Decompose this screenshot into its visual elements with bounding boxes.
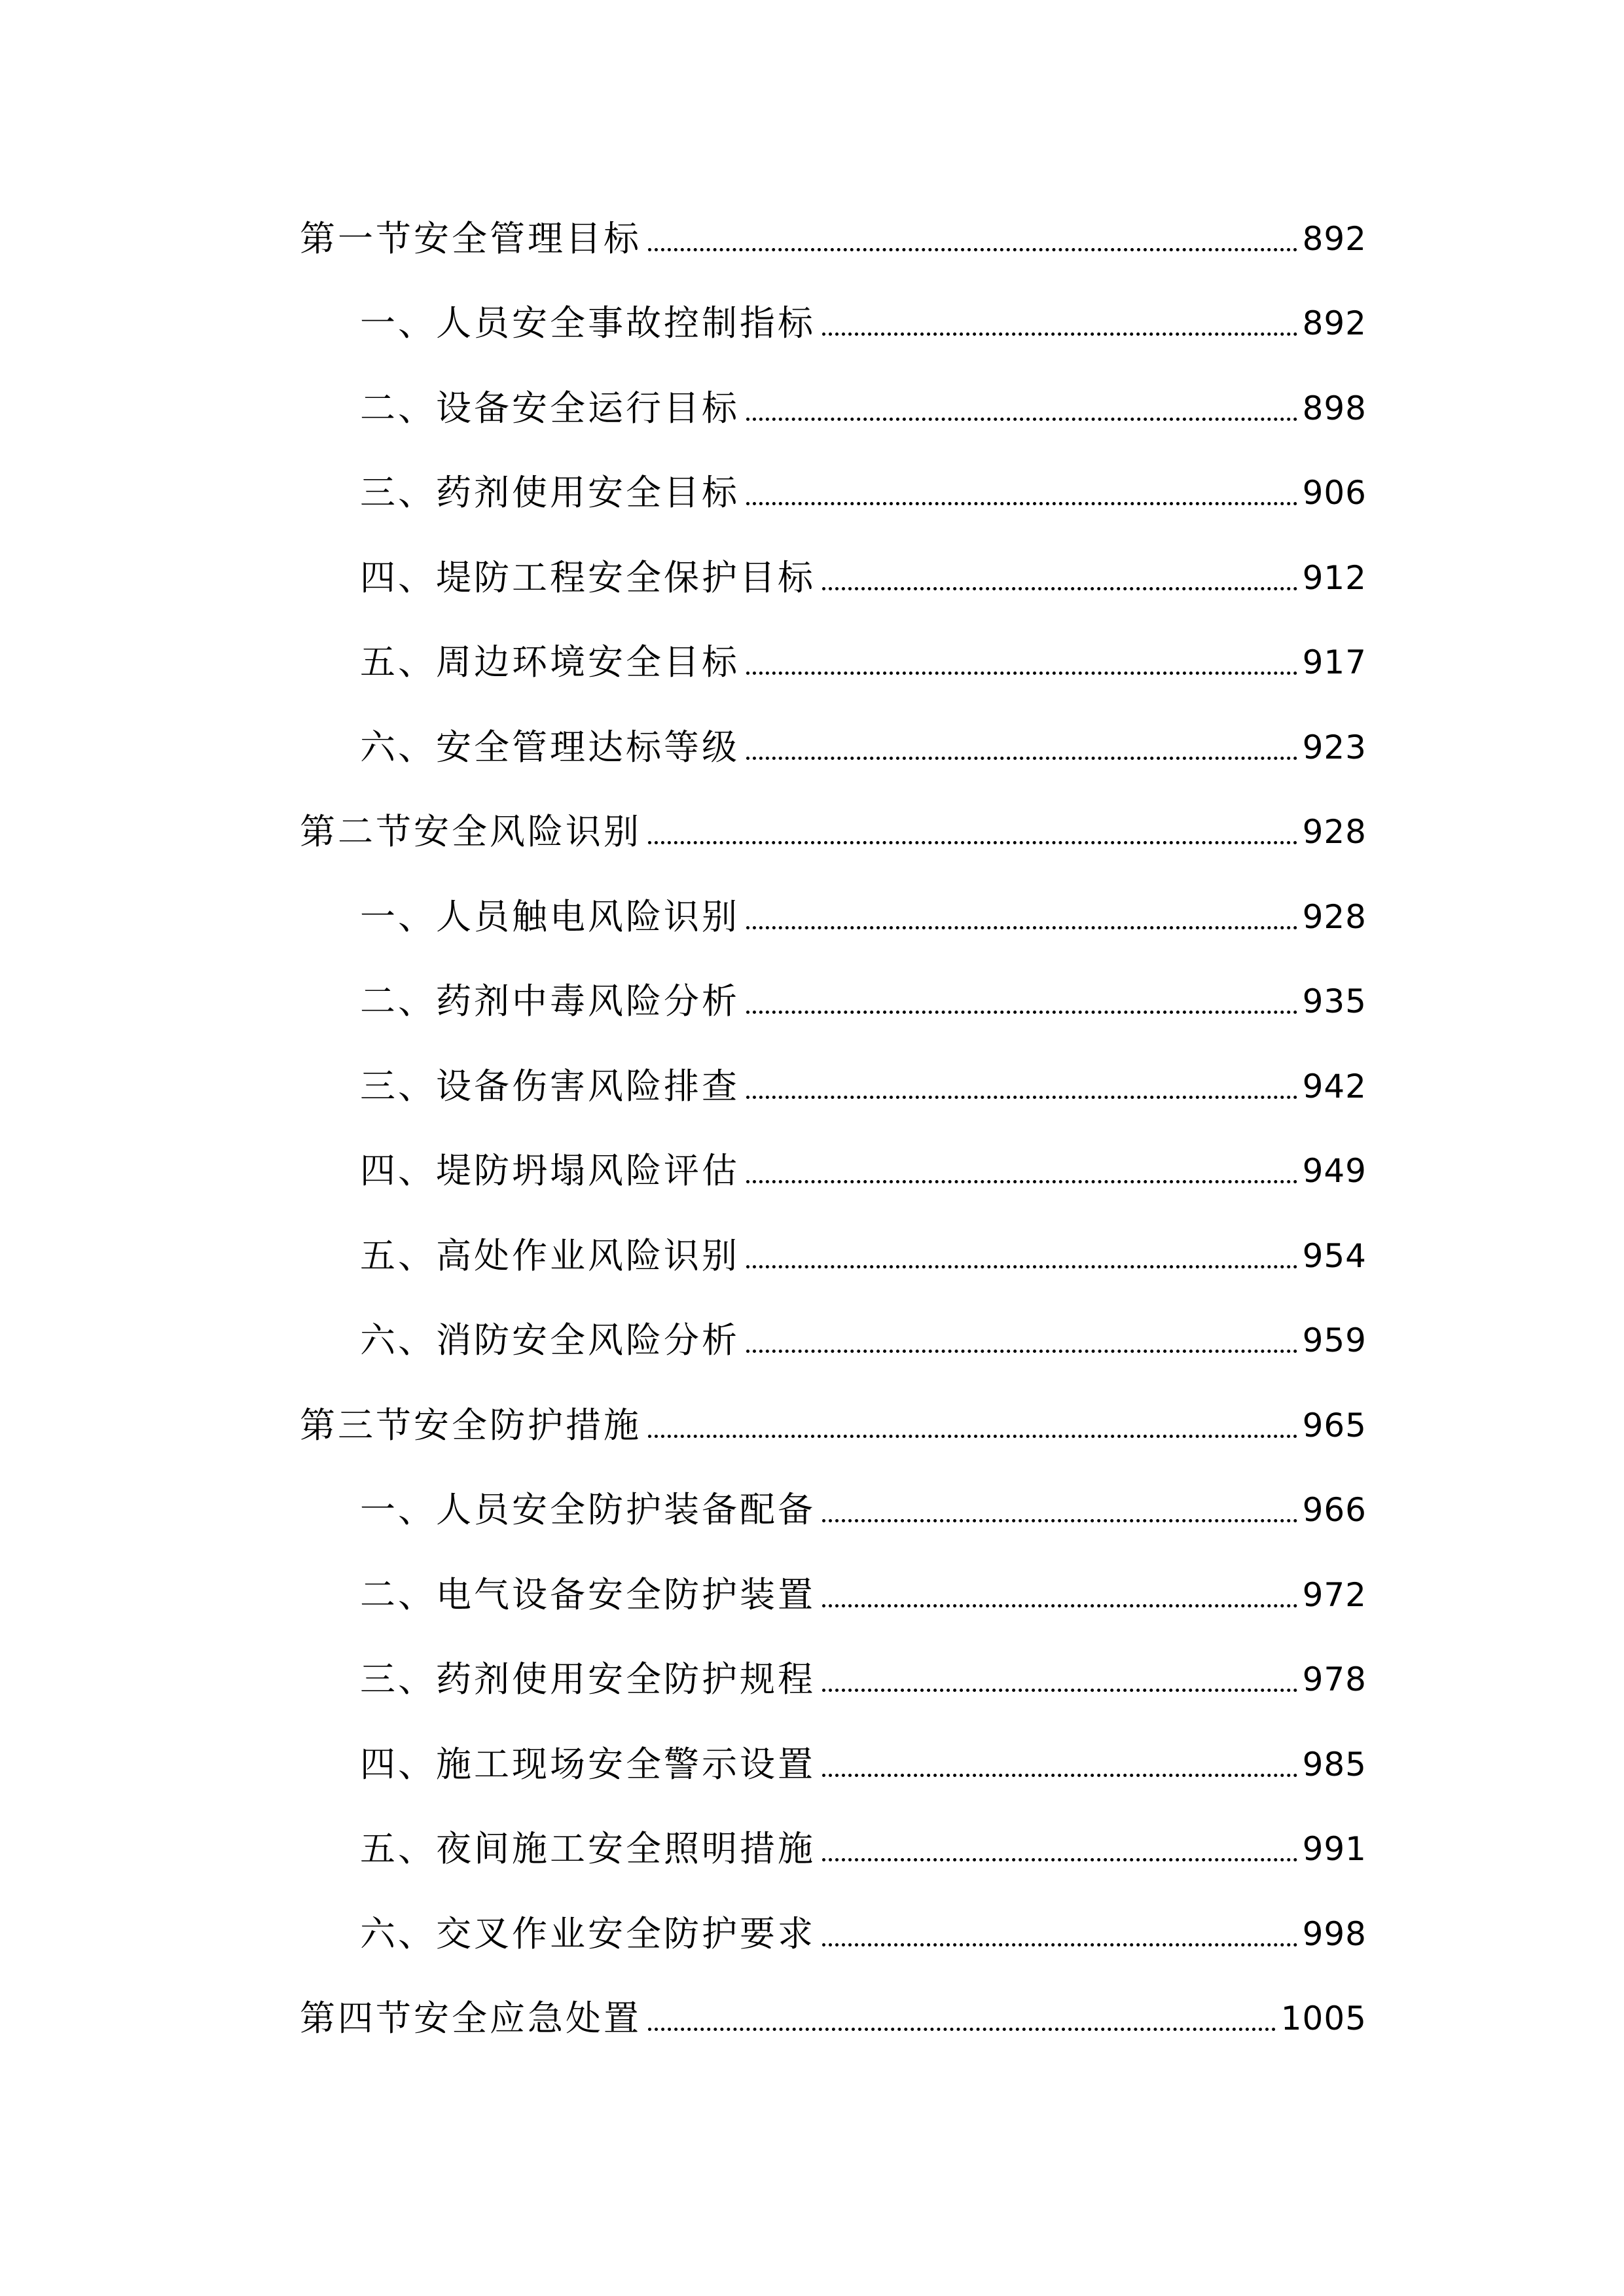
toc-entry-page: 892 [1302,219,1367,258]
toc-entry[interactable] [300,1044,1367,1129]
toc-entry[interactable] [300,960,1367,1045]
toc-entry-page: 928 [1302,897,1367,936]
toc-entry-page: 965 [1302,1406,1367,1444]
toc-entry-section-1[interactable] [300,196,1367,281]
toc-entry-title: 一、人员安全防护装备配备 [360,1489,816,1531]
toc-dot-leader [746,1069,1297,1104]
toc-entry-title: 二、设备安全运行目标 [360,387,740,429]
toc-dot-leader [746,1238,1297,1274]
toc-entry-page: 1005 [1280,2000,1367,2038]
toc-entry-title: 四、施工现场安全警示设置 [360,1743,816,1785]
toc-entry-page: 959 [1302,1321,1367,1360]
toc-entry[interactable] [300,1299,1367,1384]
toc-dot-leader [822,1831,1297,1867]
toc-entry-title: 第二节安全风险识别 [300,811,641,853]
toc-entry[interactable] [300,535,1367,620]
toc-entry-page: 998 [1302,1914,1367,1953]
toc-entry-page: 898 [1302,389,1367,427]
toc-entry[interactable] [300,1807,1367,1892]
toc-entry-title: 第四节安全应急处置 [300,1998,641,2039]
toc-dot-leader [648,2001,1276,2036]
toc-entry-title: 二、电气设备安全防护装置 [360,1573,816,1615]
toc-dot-leader [746,645,1297,680]
toc-dot-leader [822,1662,1297,1697]
toc-entry-title: 六、消防安全风险分析 [360,1319,740,1361]
toc-entry-page: 917 [1302,643,1367,682]
toc-entry-page: 985 [1302,1745,1367,1784]
toc-entry-section-2[interactable] [300,790,1367,875]
toc-entry-page: 912 [1302,558,1367,597]
toc-entry-title: 四、堤防坍塌风险评估 [360,1150,740,1192]
toc-entry-title: 第一节安全管理目标 [300,217,641,259]
toc-dot-leader [648,814,1297,850]
toc-entry-title: 三、药剂使用安全防护规程 [360,1659,816,1700]
toc-entry[interactable] [300,874,1367,960]
toc-entry-title: 第三节安全防护措施 [300,1404,641,1446]
toc-entry-page: 942 [1302,1067,1367,1105]
toc-dot-leader [746,391,1297,426]
toc-entry-title: 五、周边环境安全目标 [360,641,740,683]
toc-entry-title: 三、设备伤害风险排查 [360,1065,740,1107]
toc-entry-page: 954 [1302,1236,1367,1275]
toc-entry[interactable] [300,705,1367,790]
toc-entry[interactable] [300,1129,1367,1214]
toc-dot-leader [746,730,1297,765]
toc-entry-page: 935 [1302,982,1367,1021]
toc-entry[interactable] [300,1468,1367,1553]
toc-entry-title: 一、人员触电风险识别 [360,895,740,937]
toc-entry-title: 六、交叉作业安全防护要求 [360,1912,816,1954]
toc-entry-page: 949 [1302,1152,1367,1191]
toc-entry-page: 892 [1302,304,1367,343]
toc-entry-page: 966 [1302,1491,1367,1530]
toc-entry[interactable] [300,1213,1367,1299]
toc-dot-leader [822,1492,1297,1528]
toc-dot-leader [822,560,1297,596]
toc-dot-leader [822,1916,1297,1952]
toc-entry[interactable] [300,1552,1367,1638]
table-of-contents [300,196,1367,2061]
toc-dot-leader [822,1577,1297,1613]
toc-dot-leader [648,1408,1297,1443]
toc-entry-page: 923 [1302,728,1367,766]
toc-entry-page: 972 [1302,1575,1367,1614]
toc-entry-section-4[interactable] [300,1977,1367,2062]
toc-entry-page: 991 [1302,1830,1367,1869]
toc-entry-title: 五、高处作业风险识别 [360,1234,740,1276]
toc-entry-title: 一、人员安全事故控制指标 [360,302,816,344]
toc-dot-leader [746,1153,1297,1189]
toc-entry[interactable] [300,620,1367,706]
toc-entry[interactable] [300,281,1367,367]
toc-entry-page: 978 [1302,1660,1367,1699]
toc-dot-leader [746,984,1297,1019]
toc-entry-section-3[interactable] [300,1383,1367,1468]
toc-dot-leader [822,1747,1297,1782]
toc-dot-leader [746,899,1297,935]
toc-entry-page: 906 [1302,474,1367,512]
toc-entry[interactable] [300,1722,1367,1807]
toc-entry[interactable] [300,1638,1367,1723]
toc-entry-page: 928 [1302,813,1367,852]
toc-entry-title: 二、药剂中毒风险分析 [360,980,740,1022]
toc-entry[interactable] [300,1892,1367,1977]
toc-entry-title: 四、堤防工程安全保护目标 [360,556,816,598]
toc-dot-leader [746,1323,1297,1358]
toc-dot-leader [822,306,1297,341]
toc-entry-title: 三、药剂使用安全目标 [360,472,740,514]
toc-entry[interactable] [300,366,1367,451]
toc-entry-title: 六、安全管理达标等级 [360,726,740,768]
toc-dot-leader [746,475,1297,511]
toc-entry-title: 五、夜间施工安全照明措施 [360,1828,816,1870]
toc-entry[interactable] [300,451,1367,536]
toc-dot-leader [648,221,1297,257]
